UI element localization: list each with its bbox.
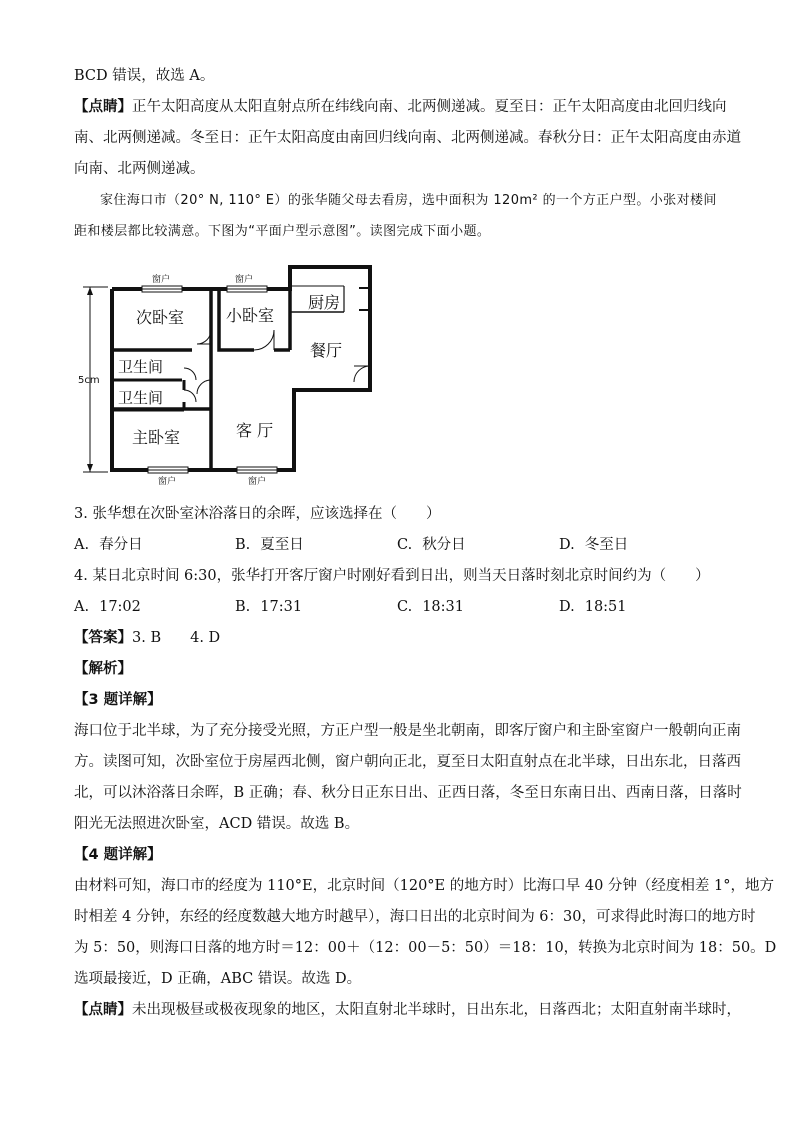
q4-option-a: A. 17:02 (74, 599, 141, 615)
detail-3-label: 【3 题详解】 (74, 692, 162, 708)
tip-text: 正午太阳高度从太阳直射点所在纬线向南、北两侧递减。夏至日：正午太阳高度由北回归线向 (132, 99, 727, 115)
detail-4-label: 【4 题详解】 (74, 847, 162, 863)
text-line: BCD 错误，故选 A。 (74, 68, 215, 84)
q3-option-d: D. 冬至日 (559, 537, 629, 553)
window-label: 窗户 (248, 477, 267, 487)
room-bath-2: 卫生间 (118, 389, 164, 407)
tip-text: 南、北两侧递减。冬至日：正午太阳高度由南回归线向南、北两侧递减。春秋分日：正午太阳高度由赤道 (74, 130, 741, 146)
window-label: 窗户 (158, 477, 177, 487)
window (148, 467, 188, 473)
detail-3-text: 方。读图可知，次卧室位于房屋西北侧，窗户朝向正北，夏至日太阳直射点在北半球，日出东北，日落西 (74, 754, 741, 770)
room-small-bedroom: 小卧室 (226, 306, 275, 325)
tip-label: 【点睛】 (74, 99, 132, 115)
answer-text: 3. B 4. D (132, 630, 221, 646)
q3-option-c: C. 秋分日 (397, 537, 466, 553)
detail-4-text: 为 5：50，则海口日落的地方时＝12：00＋（12：00－5：50）＝18：10，转换为北京时间为 18：50。D (74, 940, 777, 956)
answer-label: 【答案】 (74, 630, 132, 646)
room-living: 客 厅 (236, 421, 274, 440)
question-3-stem: 3. 张华想在次卧室沐浴落日的余晖，应该选择在（ ） (74, 506, 441, 522)
tip-text: 向南、北两侧递减。 (74, 161, 205, 177)
detail-4-text: 选项最接近，D 正确，ABC 错误。故选 D。 (74, 971, 362, 987)
room-kitchen: 厨房 (308, 293, 341, 312)
window-label: 窗户 (235, 275, 254, 285)
q3-option-b: B. 夏至日 (235, 537, 304, 553)
scale-label: 5cm (78, 375, 100, 386)
q4-option-b: B. 17:31 (235, 599, 303, 615)
tip-2-label: 【点睛】 (74, 1002, 132, 1018)
room-master-bedroom: 主卧室 (132, 428, 181, 447)
material-text: 家住海口市（20° N, 110° E）的张华随父母去看房，选中面积为 120m² 的一个方正户型。小张对楼间 (100, 193, 717, 208)
room-second-bedroom: 次卧室 (136, 308, 185, 327)
detail-4-text: 由材料可知，海口市的经度为 110°E，北京时间（120°E 的地方时）比海口早 40 分钟（经度相差 1°，地方 (74, 878, 774, 894)
detail-3-text: 阳光无法照进次卧室，ACD 错误。故选 B。 (74, 816, 360, 832)
q3-option-a: A. 春分日 (74, 537, 143, 553)
detail-3-text: 北，可以沐浴落日余晖，B 正确；春、秋分日正东日出、正西日落，冬至日东南日出、西南日落，日落时 (74, 785, 742, 801)
window-label: 窗户 (152, 275, 171, 285)
window (142, 286, 182, 292)
material-text: 距和楼层都比较满意。下图为“平面户型示意图”。读图完成下面小题。 (74, 224, 491, 239)
q4-option-d: D. 18:51 (559, 599, 627, 615)
q4-option-c: C. 18:31 (397, 599, 464, 615)
window (237, 467, 277, 473)
tip-2-line (74, 1000, 741, 1020)
window (227, 286, 267, 292)
floor-plan-diagram (74, 258, 384, 490)
analysis-label: 【解析】 (74, 661, 132, 677)
tip-line (74, 97, 727, 117)
detail-3-text: 海口位于北半球，为了充分接受光照，方正户型一般是坐北朝南，即客厅窗户和主卧室窗户一般朝向正南 (74, 723, 741, 739)
answer-line (74, 628, 220, 648)
question-4-stem: 4. 某日北京时间 6:30，张华打开客厅窗户时刚好看到日出，则当天日落时刻北京时间约为（ ） (74, 568, 710, 584)
room-bath-1: 卫生间 (118, 358, 164, 376)
detail-4-text: 时相差 4 分钟，东经的经度数越大地方时越早），海口日出的北京时间为 6：30，可求得此时海口的地方时 (74, 909, 756, 925)
tip-2-text: 未出现极昼或极夜现象的地区，太阳直射北半球时，日出东北，日落西北；太阳直射南半球时， (132, 1002, 741, 1018)
room-dining: 餐厅 (310, 341, 343, 360)
